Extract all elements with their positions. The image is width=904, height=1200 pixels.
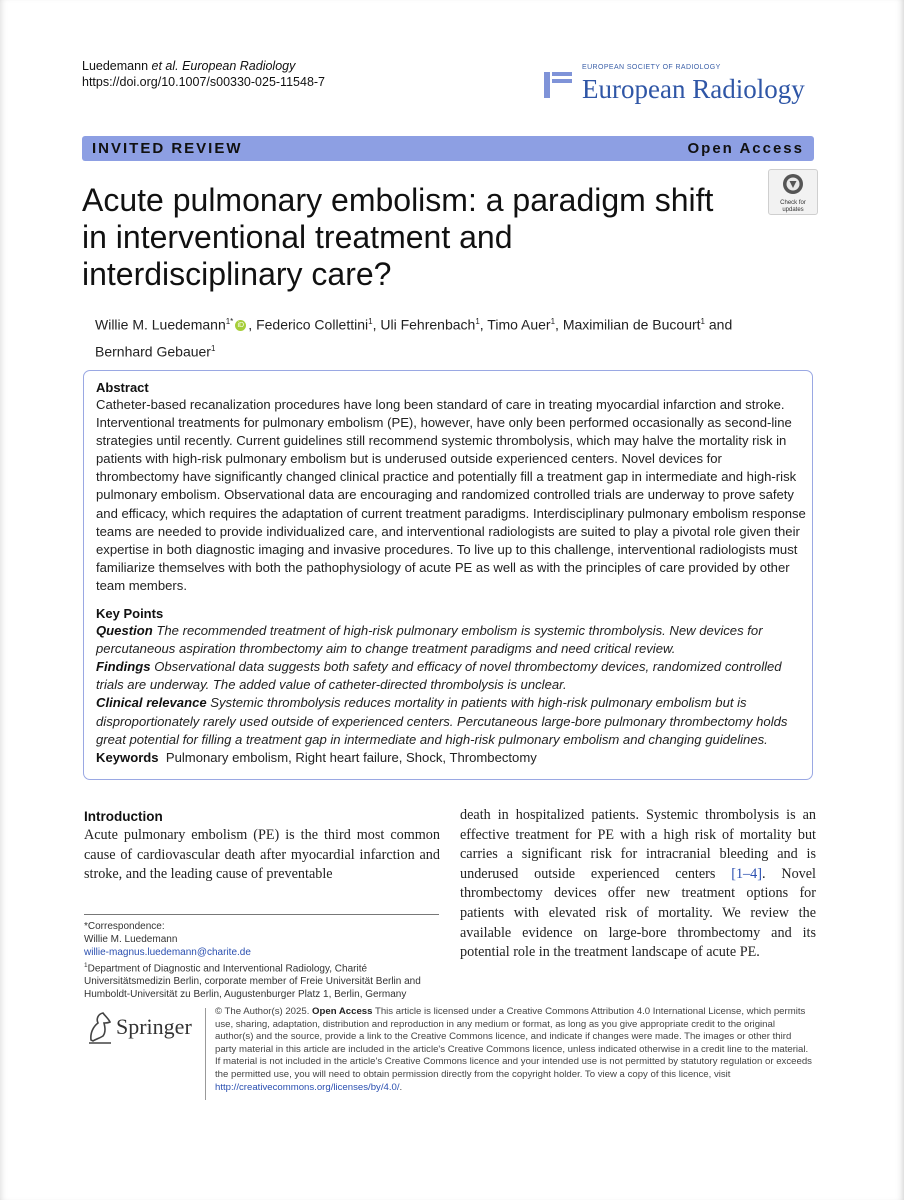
author-name: Uli Fehrenbach bbox=[380, 316, 476, 333]
check-updates-icon bbox=[782, 173, 804, 195]
journal-society: EUROPEAN SOCIETY OF RADIOLOGY bbox=[582, 64, 721, 71]
correspondence-email[interactable]: willie-magnus.luedemann@charite.de bbox=[84, 947, 251, 958]
journal-logo bbox=[540, 64, 815, 106]
introduction-right-column bbox=[460, 806, 816, 963]
keywords: Keywords Pulmonary embolism, Right heart failure, Shock, Thrombectomy bbox=[96, 749, 537, 765]
introduction-left-column bbox=[84, 808, 440, 885]
author-affiliation: 1 bbox=[475, 317, 480, 326]
check-updates-label: Check for updates bbox=[780, 200, 806, 213]
license-text: © The Author(s) 2025. Open Access This article is licensed under a Creative Commons Attribution 4.0 International License, which permits use, sharing, adaptation, distribution and reproduction in any medium or format, as long as you give appropriate credit to the original author(s) and the source, provide a link to the Creative Commons licence, and indicate if changes were made. The images or other third party material in this article are included in the article's Creative Commons licence, unless indicated otherwise in a credit line to the material. If material is not included in the article's Creative Commons licence and your intended use is not permitted by statutory regulation or exceeds the permitted use, you will need to obtain permission directly from the copyright holder. To view a copy of this licence, visit http://creativecommons.org/licenses/by/4.0/. bbox=[215, 1006, 812, 1093]
author-name: Federico Collettini bbox=[256, 316, 369, 333]
affiliation: $^1$Department of Diagnostic and Interventional Radiology, Charité Universitätsmedizin Berlin, corporate member of Freie Universität Berlin and Humboldt-Universität zu Berlin, Augustenburger Platz 1, Berlin, Germany bbox=[84, 962, 421, 1001]
abstract-box bbox=[83, 370, 813, 780]
author-list: Willie M. Luedemann$^{1*}$ iD , Federico Collettini$^1$, Uli Fehrenbach$^1$, Timo Auer$^1$, Maximilian de Bucourt$^1$ and Bernhard Gebauer$^1$ bbox=[95, 316, 733, 360]
journal-logo-icon bbox=[540, 70, 576, 100]
footnotes bbox=[84, 920, 440, 1001]
header-doi[interactable]: https://doi.org/10.1007/s00330-025-11548-7 bbox=[82, 75, 326, 89]
article-type-banner bbox=[82, 136, 814, 161]
author-name: Maximilian de Bucourt bbox=[562, 316, 701, 333]
springer-logo bbox=[86, 1010, 196, 1048]
correspondence-label: *Correspondence: bbox=[84, 921, 165, 932]
author-name: Willie M. Luedemann bbox=[95, 316, 226, 333]
open-access-label: Open Access bbox=[687, 140, 804, 157]
springer-horse-icon bbox=[86, 1010, 114, 1044]
license-link[interactable]: http://creativecommons.org/licenses/by/4.0/ bbox=[215, 1081, 400, 1093]
introduction-text-left: Acute pulmonary embolism (PE) is the third most common cause of cardiovascular death after myocardial infarction and stroke, and the leading cause of preventable bbox=[84, 827, 440, 883]
key-points-heading: Key Points bbox=[96, 606, 164, 622]
article-type: INVITED REVIEW bbox=[92, 140, 243, 157]
key-point-clinical-relevance: Clinical relevance Systemic thrombolysis reduces mortality in patients with high-risk pulmonary embolism but is disproportionately rarely used outside of experienced centers. Percutaneous large-bore pulmonary thrombectomy holds great potential for filling a treatment gap in intermediate and high-risk pulmonary embolism and changing guidelines. bbox=[96, 695, 788, 747]
license-divider bbox=[205, 1008, 206, 1100]
footnote-divider bbox=[84, 914, 439, 915]
article-title: Acute pulmonary embolism: a paradigm shift in interventional treatment and interdisciplinary care? bbox=[82, 182, 714, 292]
author-affiliation: 1 bbox=[210, 343, 216, 353]
introduction-text-right: death in hospitalized patients. Systemic thrombolysis is an effective treatment for PE with a high risk of mortality but carries a significant risk for intracranial bleeding and is underused outside experienced centers [1–4]. Novel thrombectomy devices offer new treatment options for patients with elevated risk of mortality. We review the available evidence on large-bore thrombectomy and its potential role in the treatment landscape of acute PE. bbox=[460, 807, 816, 961]
key-point-findings: Findings Observational data suggests both safety and efficacy of novel thrombectomy devices, randomized controlled trials are underway. The added value of catheter-directed thrombolysis is unclear. bbox=[96, 659, 782, 693]
abstract-text: Catheter-based recanalization procedures have long been standard of care in treating myocardial infarction and stroke. Interventional treatments for pulmonary embolism (PE), however, have only been performed occasionally as second-line strategies until recently. Current guidelines still recommend systemic thrombolysis, which may halve the mortality risk in patients with high-risk pulmonary embolism but is underused outside experienced centers. Novel devices for thrombectomy have significantly changed clinical practice and potentially fill a treatment gap in intermediate and high-risk pulmonary embolism. Observational data are encouraging and randomized controlled trials are underway to prove safety and efficacy, which requires the adaptation of current treatment paradigms. Interdisciplinary pulmonary embolism response teams are needed to provide individualized care, and interventional radiologists are suited to play a pivotal role given their expertise in both diagnostic imaging and invasive procedures. To live up to this challenge, interventional radiologists must familiarize themselves with both the pathophysiology of acute PE as well as with the principles of care provided by other team members. bbox=[96, 397, 806, 593]
abstract-heading: Abstract bbox=[96, 380, 149, 395]
journal-name: European Radiology bbox=[582, 74, 805, 104]
orcid-icon[interactable]: iD bbox=[235, 320, 246, 331]
introduction-heading: Introduction bbox=[84, 809, 163, 824]
running-header-citation bbox=[82, 58, 325, 74]
running-header bbox=[82, 58, 325, 90]
author-name: Timo Auer bbox=[487, 316, 551, 333]
header-journal: et al. European Radiology bbox=[151, 59, 296, 73]
author-name: Bernhard Gebauer bbox=[95, 343, 211, 360]
author-affiliation: 1 bbox=[700, 317, 705, 326]
key-point-question: Question The recommended treatment of high-risk pulmonary embolism is systemic thrombolysis. New devices for percutaneous aspiration thrombectomy aim to change treatment paradigms and need critical review. bbox=[96, 623, 763, 657]
springer-name: Springer bbox=[116, 1014, 192, 1039]
author-affiliation: 1 bbox=[550, 317, 556, 326]
correspondence-name: Willie M. Luedemann bbox=[84, 934, 178, 945]
check-for-updates-badge[interactable] bbox=[768, 169, 818, 215]
author-affiliation: 1* bbox=[225, 317, 234, 326]
header-author: Luedemann bbox=[82, 59, 149, 73]
author-affiliation: 1 bbox=[368, 317, 373, 326]
citation-link[interactable]: [1–4] bbox=[731, 865, 762, 882]
